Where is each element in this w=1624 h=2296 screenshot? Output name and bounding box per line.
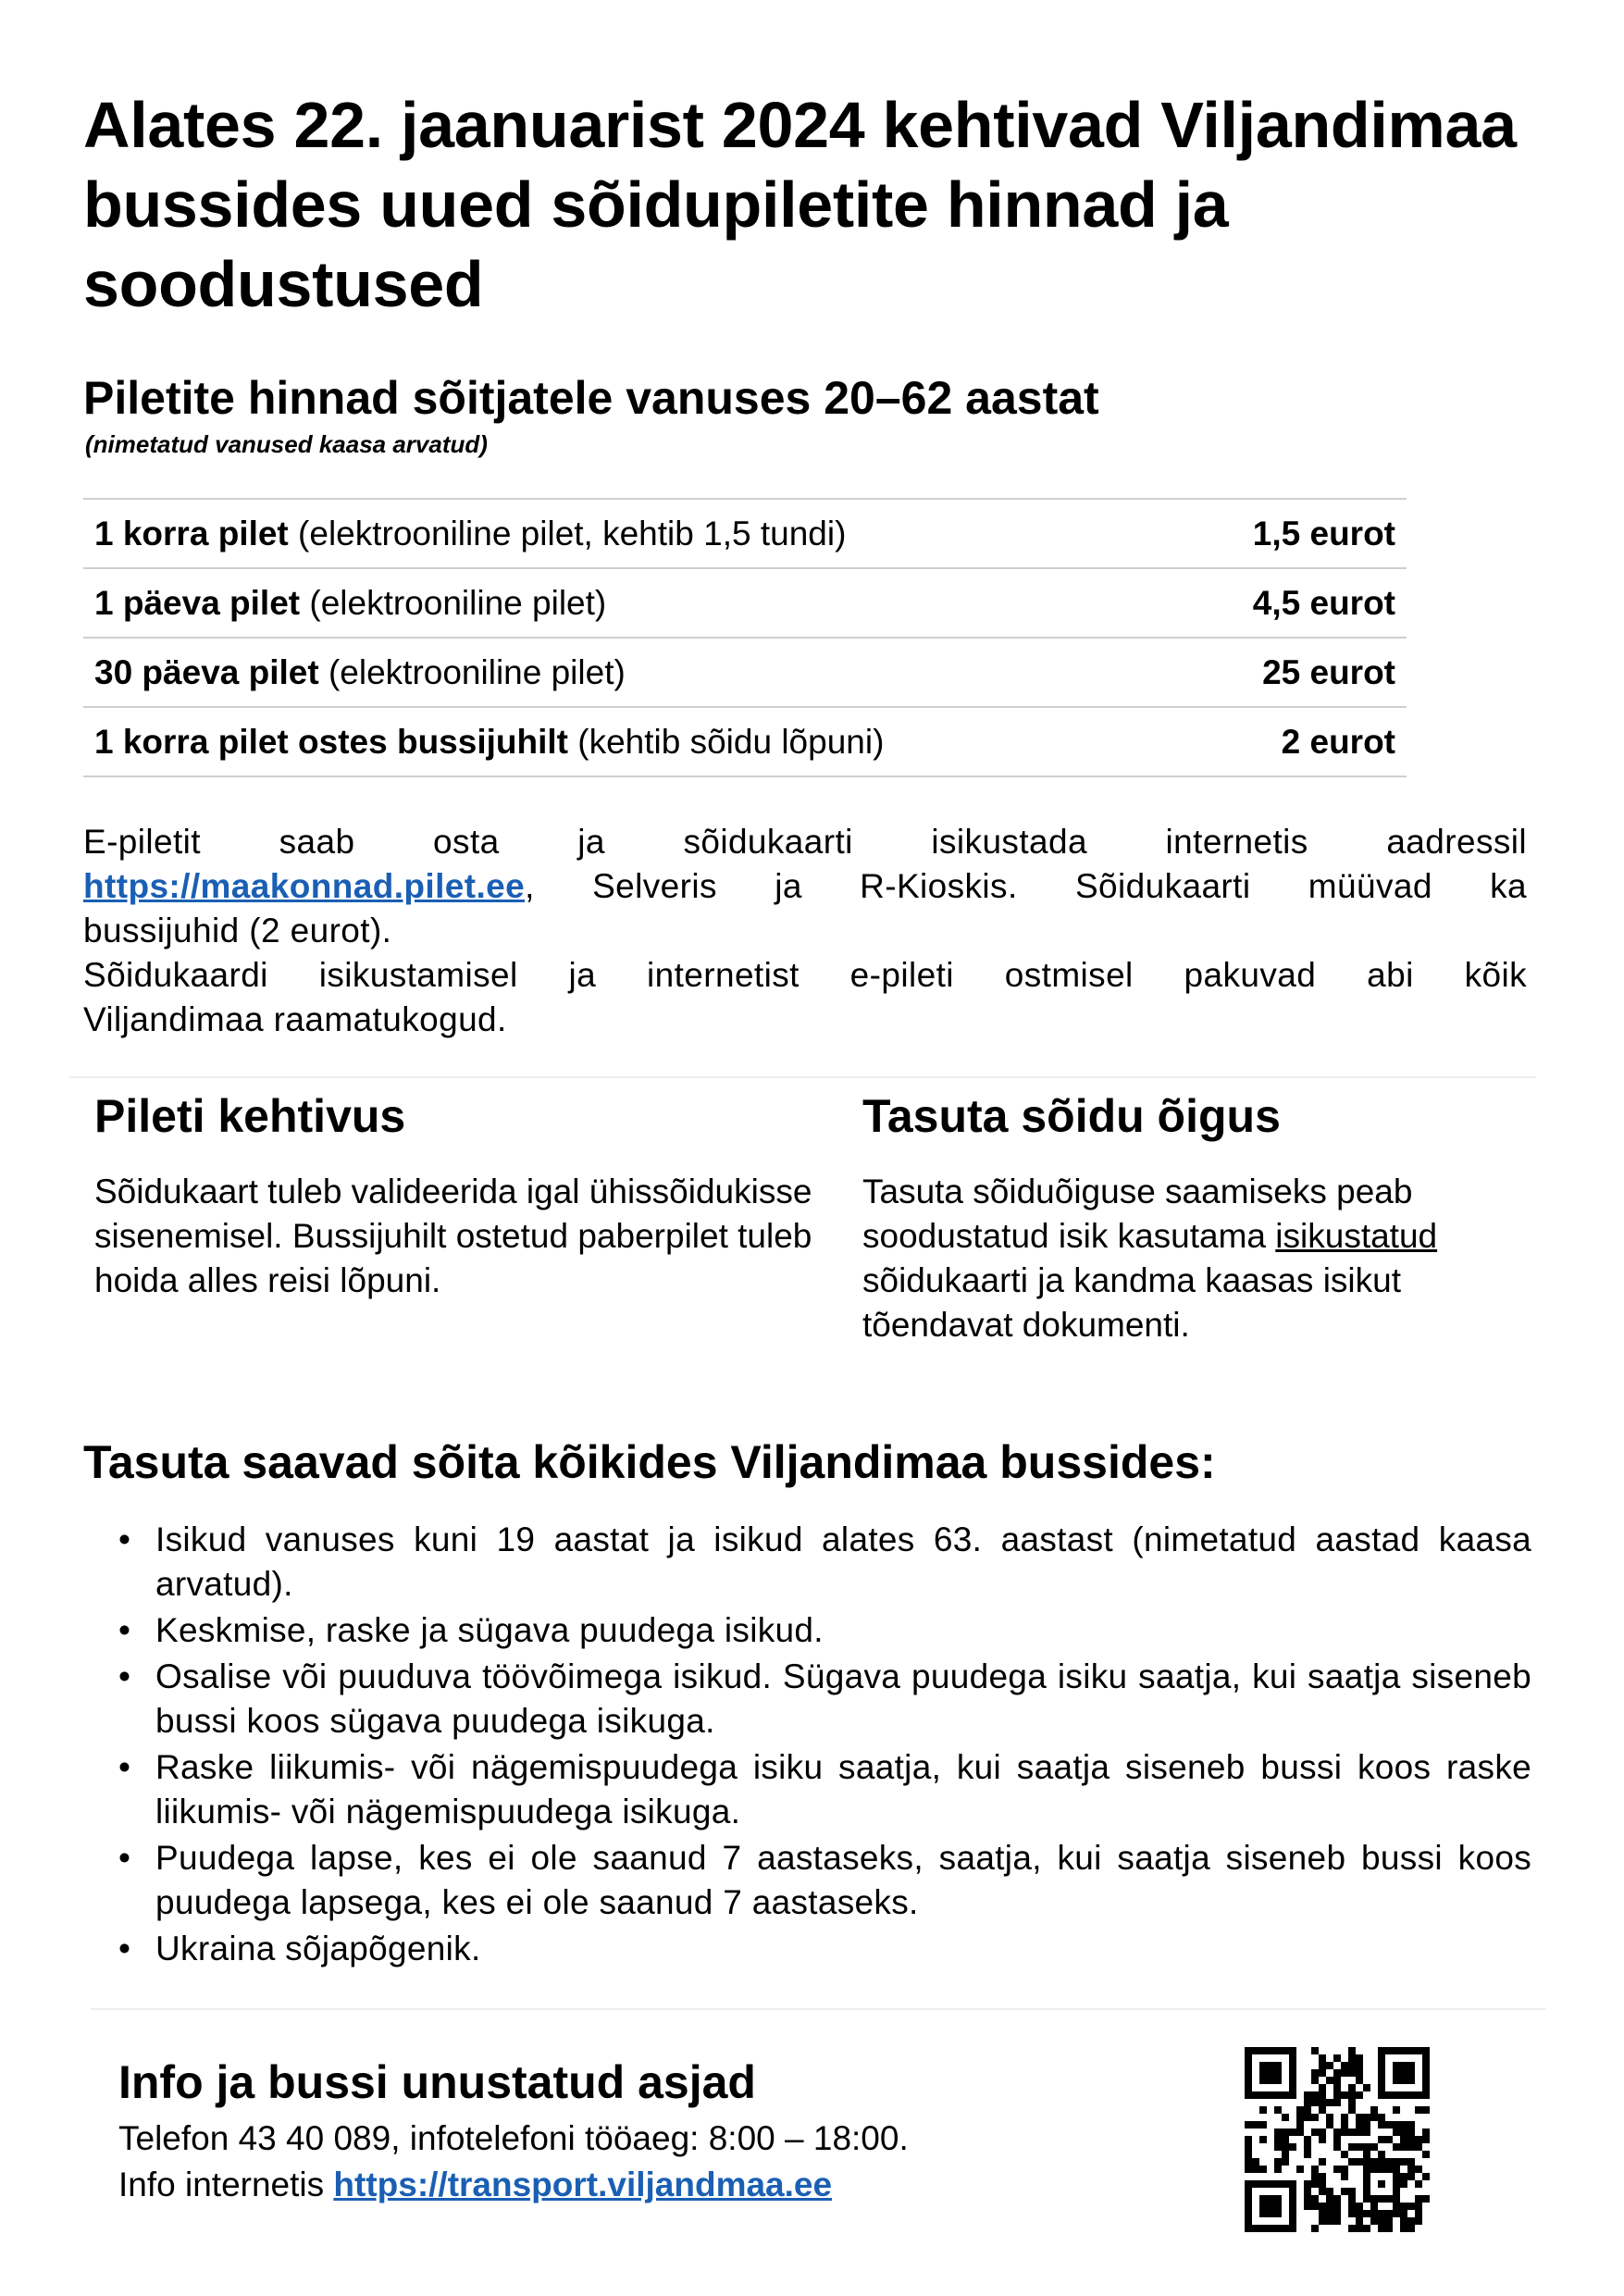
price-row — [83, 567, 1407, 637]
page-title: Alates 22. jaanuarist 2024 kehtivad Viljandimaa bussides uued sõidupiletite hinnad ja soodustused — [83, 89, 1517, 320]
info-line: Viljandimaa raamatukogud. — [83, 1000, 507, 1038]
free-right-text-before: Tasuta sõiduõiguse saamiseks peab soodustatud isik kasutama — [862, 1173, 1413, 1255]
price-table — [83, 498, 1407, 777]
validity-heading: Pileti kehtivus — [94, 1090, 406, 1142]
free-list — [83, 1518, 1531, 1973]
list-item: • Ukraina sõjapõgenik. — [83, 1927, 1531, 1971]
footer-info — [118, 2116, 1183, 2208]
free-right-underlined: isikustatud — [1275, 1217, 1438, 1255]
free-right-text — [862, 1170, 1538, 1347]
ticket-detail: (elektrooniline pilet) — [318, 653, 626, 691]
price-row — [83, 637, 1407, 706]
price-row — [83, 498, 1407, 567]
pilet-link[interactable]: https://maakonnad.pilet.ee — [83, 867, 526, 905]
info-line — [83, 864, 1527, 909]
price-label — [94, 639, 626, 706]
web-prefix: Info internetis — [118, 2166, 334, 2203]
info-line: bussijuhid (2 eurot). — [83, 912, 392, 949]
free-right-heading: Tasuta sõidu õigus — [862, 1090, 1281, 1142]
ticket-detail: (elektrooniline pilet, kehtib 1,5 tundi) — [288, 515, 847, 552]
list-item: • Puudega lapse, kes ei ole saanud 7 aastaseks, saatja, kui saatja siseneb bussi koos puudega lapsega, kes ei ole saanud 7 aastaseks. — [83, 1836, 1531, 1925]
phone-line: Telefon 43 40 089, infotelefoni tööaeg: 8:00 – 18:00. — [118, 2119, 909, 2157]
info-line: Sõidukaardi isikustamisel ja internetist e-pileti ostmisel pakuvad abi kõik — [83, 956, 1527, 994]
ticket-detail: (elektrooniline pilet) — [300, 584, 607, 622]
validity-section — [94, 1088, 835, 1303]
purchase-info — [83, 820, 1527, 1042]
footer-heading: Info ja bussi unustatud asjad — [118, 2056, 756, 2108]
list-item: • Osalise või puuduva töövõimega isikud. Sügava puudega isiku saatja, kui saatja siseneb bussi koos sügava puudega isikuga. — [83, 1655, 1531, 1744]
price-label — [94, 569, 606, 637]
list-item: • Isikud vanuses kuni 19 aastat ja isikud alates 63. aastast (nimetatud aastad kaasa arvatud). — [83, 1518, 1531, 1607]
ticket-price: 25 eurot — [1262, 653, 1395, 691]
price-label — [94, 708, 884, 776]
qr-code-icon — [1245, 2047, 1430, 2232]
ticket-price: 1,5 eurot — [1252, 515, 1395, 552]
ticket-name: 1 päeva pilet — [94, 584, 301, 622]
free-right-section — [862, 1088, 1538, 1347]
ticket-name: 1 korra pilet ostes bussijuhilt — [94, 723, 568, 761]
ticket-price: 2 eurot — [1281, 723, 1395, 761]
ticket-name: 30 päeva pilet — [94, 653, 319, 691]
list-item: • Raske liikumis- või nägemispuudega isiku saatja, kui saatja siseneb bussi koos raske liikumis- või nägemispuudega isikuga. — [83, 1745, 1531, 1834]
validity-text: Sõidukaart tuleb valideerida igal ühissõidukisse sisenemisel. Bussijuhilt ostetud paberpilet tuleb hoida alles reisi lõpuni. — [94, 1173, 812, 1299]
free-right-text-after: sõidukaarti ja kandma kaasas isikut tõendavat dokumenti. — [862, 1261, 1402, 1344]
footer-divider — [91, 2008, 1545, 2010]
section-divider — [69, 1076, 1536, 1078]
info-line: E-piletit saab osta ja sõidukaarti isikustada internetis aadressil — [83, 823, 1527, 861]
web-line — [118, 2162, 1183, 2208]
prices-note: (nimetatud vanused kaasa arvatud) — [85, 430, 488, 458]
ticket-price: 4,5 eurot — [1252, 584, 1395, 622]
ticket-detail: (kehtib sõidu lõpuni) — [567, 723, 885, 761]
list-item: • Keskmise, raske ja sügava puudega isikud. — [83, 1608, 1531, 1653]
transport-link[interactable]: https://transport.viljandmaa.ee — [333, 2166, 833, 2203]
info-line-rest: , Selveris ja R-Kioskis. Sõidukaarti müüvad ka — [525, 867, 1527, 905]
price-row — [83, 706, 1407, 777]
ticket-name: 1 korra pilet — [94, 515, 289, 552]
free-heading: Tasuta saavad sõita kõikides Viljandimaa bussides: — [83, 1436, 1216, 1488]
prices-heading: Piletite hinnad sõitjatele vanuses 20–62 aastat — [83, 372, 1099, 424]
price-label — [94, 500, 846, 567]
